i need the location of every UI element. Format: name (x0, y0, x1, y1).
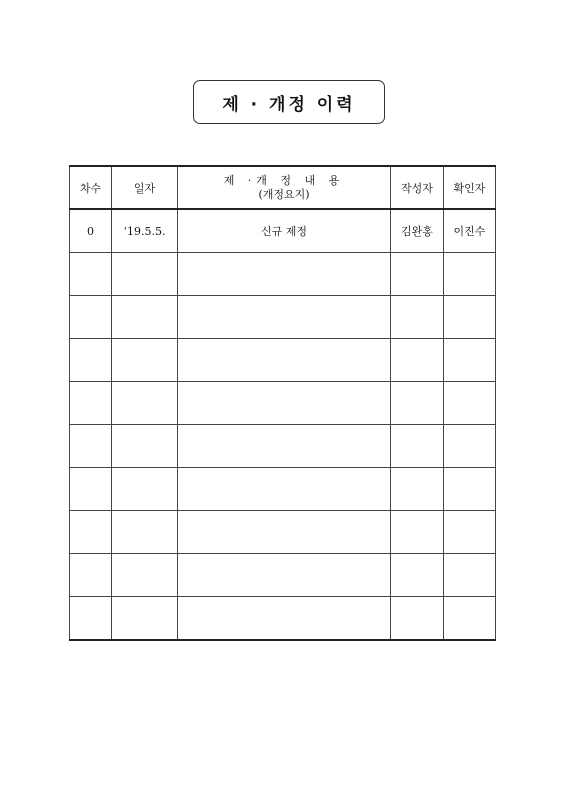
cell-content (178, 554, 391, 597)
cell-date (112, 253, 178, 296)
cell-date (112, 511, 178, 554)
header-revision: 차수 (70, 166, 112, 209)
table-row (70, 597, 496, 641)
cell-approver: 이진수 (444, 209, 496, 253)
cell-date (112, 468, 178, 511)
cell-author (391, 511, 444, 554)
cell-approver (444, 339, 496, 382)
table-row (70, 425, 496, 468)
title-box (193, 80, 385, 124)
cell-revision (70, 425, 112, 468)
cell-revision: 0 (70, 209, 112, 253)
cell-revision (70, 597, 112, 641)
cell-date (112, 425, 178, 468)
cell-approver (444, 468, 496, 511)
cell-revision (70, 511, 112, 554)
cell-author (391, 339, 444, 382)
cell-author: 김완홍 (391, 209, 444, 253)
cell-approver (444, 597, 496, 641)
table-row (70, 554, 496, 597)
cell-content (178, 296, 391, 339)
cell-author (391, 382, 444, 425)
cell-date (112, 296, 178, 339)
cell-date (112, 382, 178, 425)
table-row (70, 511, 496, 554)
cell-author (391, 253, 444, 296)
cell-approver (444, 425, 496, 468)
cell-content (178, 597, 391, 641)
cell-revision (70, 253, 112, 296)
cell-revision (70, 382, 112, 425)
header-approver: 확인자 (444, 166, 496, 209)
cell-approver (444, 554, 496, 597)
cell-content (178, 425, 391, 468)
table-row (70, 253, 496, 296)
cell-date (112, 554, 178, 597)
table-header-row (70, 166, 496, 209)
cell-revision (70, 296, 112, 339)
cell-content (178, 253, 391, 296)
header-content (178, 166, 391, 209)
cell-revision (70, 468, 112, 511)
cell-approver (444, 296, 496, 339)
cell-author (391, 425, 444, 468)
cell-content (178, 468, 391, 511)
header-author: 작성자 (391, 166, 444, 209)
header-date: 일자 (112, 166, 178, 209)
cell-content (178, 382, 391, 425)
table-row (70, 468, 496, 511)
cell-approver (444, 382, 496, 425)
table-row (70, 209, 496, 253)
cell-content: 신규 제정 (178, 209, 391, 253)
cell-content (178, 339, 391, 382)
revision-history-table (69, 165, 496, 641)
header-content-sub: (개정요지) (258, 187, 310, 201)
table-row (70, 382, 496, 425)
cell-date (112, 339, 178, 382)
cell-content (178, 511, 391, 554)
cell-author (391, 597, 444, 641)
cell-author (391, 554, 444, 597)
table-row (70, 339, 496, 382)
header-content-main: 제 ·개 정 내 용 (223, 173, 345, 187)
cell-approver (444, 253, 496, 296)
cell-revision (70, 339, 112, 382)
cell-author (391, 468, 444, 511)
cell-date: ‘19.5.5. (112, 209, 178, 253)
page-title: 제 · 개정 이력 (222, 94, 356, 115)
table-row (70, 296, 496, 339)
cell-revision (70, 554, 112, 597)
cell-author (391, 296, 444, 339)
cell-date (112, 597, 178, 641)
cell-approver (444, 511, 496, 554)
